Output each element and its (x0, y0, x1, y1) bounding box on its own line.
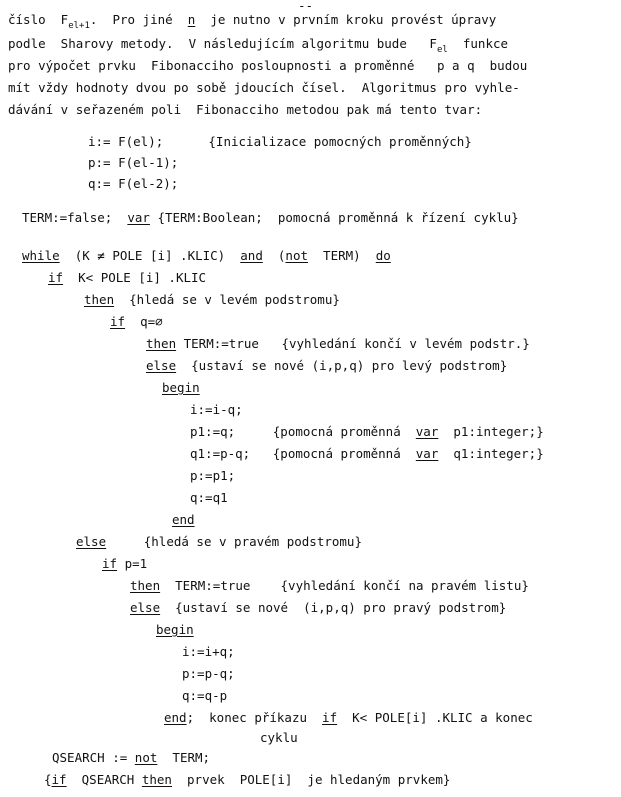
text: prvek POLE[i] je hledaným prvkem} (171, 772, 451, 787)
text: TERM) (308, 248, 376, 263)
code-end-2: end; konec příkazu if K< POLE[i] .KLIC a konec (164, 710, 533, 725)
keyword-then: then (84, 292, 115, 307)
keyword-not: not (285, 248, 308, 263)
text: číslo F (8, 12, 69, 27)
code-stmt: q:=q1 (190, 490, 228, 505)
code-begin-2 (156, 622, 194, 638)
code-then-3 (130, 578, 529, 594)
keyword-if: if (102, 556, 118, 571)
text: QSEARCH (66, 772, 142, 787)
text: p=1 (117, 556, 148, 571)
keyword-if: if (322, 710, 338, 725)
keyword-while: while (22, 248, 60, 263)
keyword-then: then (141, 772, 172, 787)
code-stmt: p:=p1; (190, 468, 236, 483)
keyword-not: not (134, 750, 158, 765)
text: p1:=q; {pomocná proměnná (190, 424, 416, 439)
code-stmt (190, 424, 544, 440)
text: ( (262, 248, 286, 263)
text: funkce (447, 36, 509, 51)
text: je nutno v prvním kroku provést úpravy (195, 12, 497, 27)
subscript: el (436, 45, 448, 55)
subscript: el+1 (68, 21, 90, 31)
code-init-i: i:= F(el); {Inicializace pomocných proměnných} (88, 134, 472, 149)
code-end-1 (172, 512, 195, 528)
text: TERM:=true {vyhledání končí na pravém listu} (160, 578, 529, 593)
text: q1:integer;} (438, 446, 544, 461)
keyword-end: end (164, 710, 187, 725)
text: (K ≠ POLE [i] .KLIC) (59, 248, 241, 263)
text: TERM:=false; (22, 210, 128, 225)
text: {ustaví se nové (i,p,q) pro levý podstrom} (176, 358, 508, 373)
text: K< POLE[i] .KLIC a konec (337, 710, 533, 725)
text: QSEARCH := (52, 750, 135, 765)
text: { (44, 772, 52, 787)
text: {hledá se v levém podstromu} (114, 292, 340, 307)
code-stmt (190, 446, 544, 462)
text: p1:integer;} (438, 424, 544, 439)
code-qsearch (52, 750, 210, 766)
code-stmt: q:=q-p (182, 688, 228, 703)
code-else-1 (76, 534, 362, 550)
code-if-1 (48, 270, 206, 286)
code-final-comment (44, 772, 450, 788)
text: podle Sharovy metody. V následujícím algoritmu bude F (8, 36, 437, 51)
code-then-1 (84, 292, 340, 308)
code-while (22, 248, 391, 264)
intro-line-1 (8, 12, 496, 30)
code-term-init (22, 210, 519, 226)
keyword-if: if (51, 772, 67, 787)
keyword-else: else (146, 358, 177, 373)
code-if-2 (110, 314, 163, 330)
keyword-begin: begin (162, 380, 200, 395)
keyword-if: if (48, 270, 64, 285)
intro-line-4: mít vždy hodnoty dvou po sobě jdoucích čísel. Algoritmus pro vyhle- (8, 80, 520, 95)
keyword-if: if (110, 314, 126, 329)
text: TERM:=true {vyhledání končí v levém podstr.} (176, 336, 530, 351)
intro-line-5: dávání v seřazeném poli Fibonacciho metodou pak má tento tvar: (8, 102, 483, 117)
keyword-var: var (127, 210, 150, 225)
code-stmt: i:=i+q; (182, 644, 235, 659)
keyword-var: var (415, 424, 439, 439)
keyword-begin: begin (156, 622, 194, 637)
keyword-var: var (415, 446, 439, 461)
keyword-then: then (146, 336, 177, 351)
code-stmt: p:=p-q; (182, 666, 235, 681)
underlined-n: n (187, 12, 196, 27)
intro-line-3: pro výpočet prvku Fibonacciho posloupnosti a proměnné p a q budou (8, 58, 528, 73)
code-stmt: i:=i-q; (190, 402, 243, 417)
text: . Pro jiné (89, 12, 188, 27)
code-else-2 (146, 358, 507, 374)
code-init-q: q:= F(el-2); (88, 176, 179, 191)
text: TERM; (157, 750, 211, 765)
text: konec příkazu (194, 710, 323, 725)
code-if-3 (102, 556, 147, 572)
text: q=∅ (125, 314, 163, 329)
code-begin-1 (162, 380, 200, 396)
keyword-else: else (130, 600, 161, 615)
top-mark: -- (298, 0, 314, 13)
keyword-end: end (172, 512, 195, 527)
code-end-2-cont: cyklu (260, 730, 298, 745)
text: {TERM:Boolean; pomocná proměnná k řízení cyklu} (149, 210, 519, 225)
text: q1:=p-q; {pomocná proměnná (190, 446, 416, 461)
keyword-do: do (375, 248, 391, 263)
keyword-and: and (240, 248, 263, 263)
text: {hledá se v pravém podstromu} (106, 534, 362, 549)
code-else-3 (130, 600, 506, 616)
intro-line-2 (8, 36, 508, 54)
text: K< POLE [i] .KLIC (63, 270, 207, 285)
keyword-else: else (76, 534, 107, 549)
keyword-then: then (130, 578, 161, 593)
text: {ustaví se nové (i,p,q) pro pravý podstrom} (160, 600, 507, 615)
code-then-2 (146, 336, 530, 352)
code-init-p: p:= F(el-1); (88, 155, 179, 170)
